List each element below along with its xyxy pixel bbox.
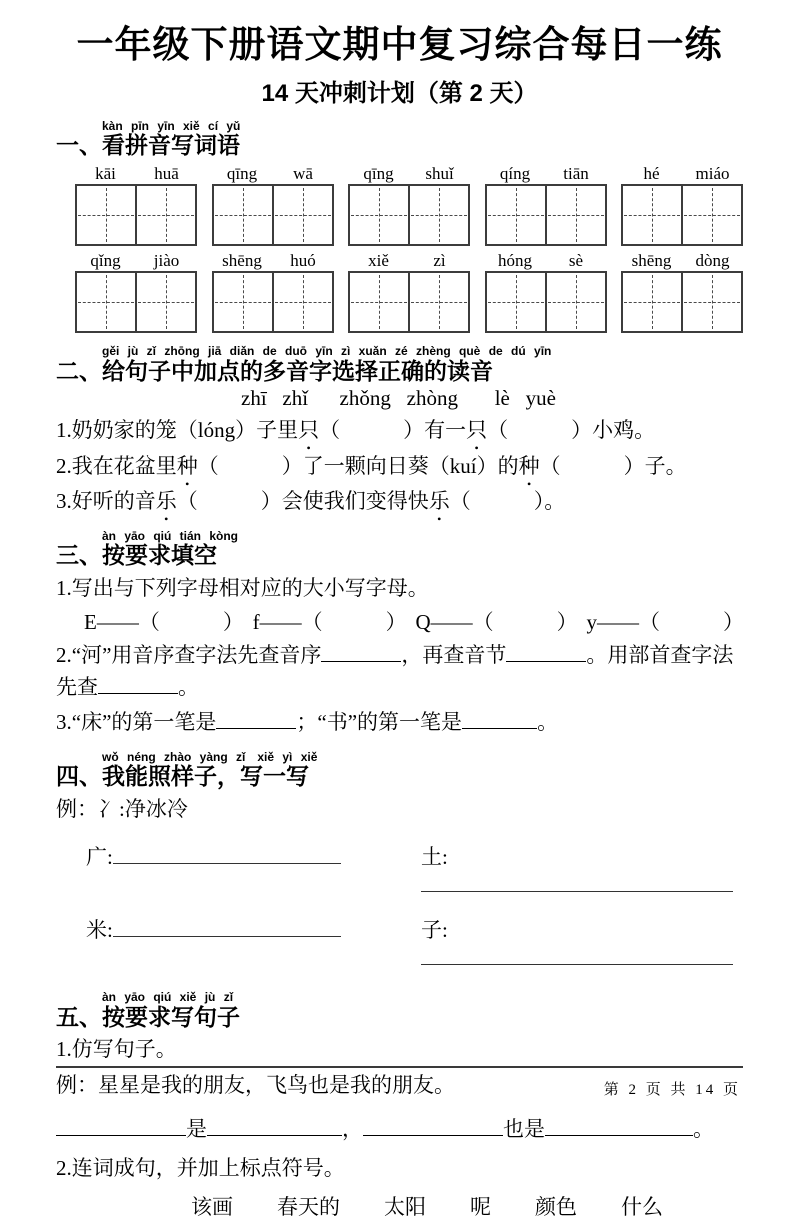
section-5: [56, 991, 743, 1030]
writing-grid-box: [348, 271, 470, 333]
fill-blank: [56, 1114, 186, 1136]
letter-pair: Q——（ ）: [415, 610, 578, 635]
section-1: [56, 120, 743, 159]
scrambled-word: 太阳: [384, 1194, 426, 1219]
radical-item: [86, 841, 421, 898]
word-group: [485, 163, 607, 246]
fill-blank: [321, 640, 401, 662]
sentence-text: 。: [178, 674, 199, 699]
pinyin-syllable: qīng: [226, 163, 258, 183]
question-dictionary: [56, 640, 743, 703]
section-3: [56, 530, 743, 569]
word-group: [212, 163, 334, 246]
pinyin-syllable: dòng: [695, 250, 730, 270]
pinyin-syllable: hé: [643, 163, 660, 183]
letter-pairs-row: [84, 606, 744, 636]
grid-cell: [681, 186, 741, 244]
section-1-pinyin: kàn pīn yīn xiě cí yǔ: [102, 118, 241, 133]
sentence-text: 。: [537, 710, 559, 735]
page-number: 第 2 页 共 14 页: [603, 1082, 741, 1098]
pinyin-syllable: huā: [154, 163, 179, 183]
pinyin-syllable: qīng: [363, 163, 394, 183]
pinyin-syllable: qíng: [499, 163, 531, 183]
word-group: [348, 163, 470, 246]
pinyin-syllable: jiào: [153, 250, 180, 270]
radical-row-2: [86, 914, 743, 971]
pinyin-syllable: kāi: [95, 163, 116, 183]
section-5-heading: 五、按要求写句子: [56, 1003, 240, 1030]
pronunciation-choices: zhī zhǐ zhǒng zhòng lè yuè: [241, 386, 556, 411]
letter-pair: E——（ ）: [84, 610, 244, 635]
section-2-heading: 二、给句子中加点的多音字选择正确的读音: [56, 357, 493, 384]
radical-item: [421, 914, 743, 971]
pinyin-syllable: shuǐ: [425, 163, 454, 183]
writing-grid-box: [75, 184, 197, 246]
question-sentence-2: [56, 451, 743, 483]
writing-grid-box: [621, 271, 743, 333]
radical-row-1: [86, 841, 743, 898]
sentence-text: 。用部首查字法先查: [56, 643, 734, 699]
sentence-text: ，再查音节: [401, 643, 507, 668]
grid-cell: [350, 273, 408, 331]
grid-cell: [350, 186, 408, 244]
answer-line: [421, 944, 733, 965]
section-2-pinyin: gěi jù zǐ zhōng jiā diǎn de duō yīn zì xuǎn zé zhèng què de dú yīn: [102, 344, 552, 359]
pinyin-syllable: shēng: [222, 250, 262, 270]
question-first-stroke: [56, 707, 743, 739]
sentence-text: 3.“床”的第一笔是: [56, 710, 217, 735]
radical-label: 米:: [86, 918, 113, 943]
letter-pair: y——（ ）: [586, 610, 744, 635]
section-4: [56, 751, 743, 790]
grid-cell: [408, 273, 468, 331]
sentence-text: 3.好听的音: [56, 489, 156, 514]
answer-line: [421, 871, 733, 892]
fill-blank: [462, 707, 537, 729]
question-sentence-1: [56, 415, 743, 447]
grid-cell: [272, 273, 332, 331]
page-title: 一年级下册语文期中复习综合每日一练: [76, 24, 723, 65]
grid-cell: [77, 186, 135, 244]
scrambled-word: 春天的: [277, 1194, 340, 1219]
fill-blank: [545, 1114, 693, 1136]
word-group: [485, 250, 607, 333]
word-group: [621, 163, 743, 246]
pinyin-syllable: shēng: [631, 250, 672, 270]
writing-grid-box: [621, 184, 743, 246]
section-3-pinyin: àn yāo qiú tián kòng: [102, 528, 239, 543]
section-4-heading: 四、我能照样子，写一写: [56, 763, 309, 790]
dotted-character: 乐: [155, 489, 177, 514]
fill-blank: [207, 1114, 342, 1136]
grid-cell: [545, 186, 605, 244]
writing-grid-box: [485, 271, 607, 333]
radical-label: 子:: [421, 918, 448, 943]
answer-line: [113, 916, 341, 937]
fill-blank: [506, 640, 586, 662]
writing-grid-box: [75, 271, 197, 333]
grid-cell: [545, 273, 605, 331]
scrambled-word: 颜色: [535, 1194, 577, 1219]
writing-grid-box: [485, 184, 607, 246]
fill-blank: [216, 707, 296, 729]
grid-cell: [681, 273, 741, 331]
grid-cell: [135, 186, 195, 244]
sentence-text: 是: [186, 1117, 207, 1142]
sentence-text: （ ）。: [449, 489, 566, 514]
word-group: [348, 250, 470, 333]
radical-item: [421, 841, 743, 898]
pinyin-syllable: xiě: [368, 250, 389, 270]
grid-cell: [135, 273, 195, 331]
imitate-sentence-prompt: 1.仿写句子。: [56, 1037, 177, 1062]
sentence-text: （ ）了一颗向日葵（kuí）的: [197, 453, 519, 478]
grid-cell: [487, 186, 545, 244]
radical-label: 土:: [421, 845, 448, 870]
sentence-text: 2.我在花盆里: [56, 453, 177, 478]
grid-cell: [623, 186, 681, 244]
sentence-text: ；“书”的第一笔是: [296, 710, 463, 735]
grid-cell: [214, 273, 272, 331]
sentence-text: ，: [342, 1117, 363, 1142]
grid-cell: [623, 273, 681, 331]
imitate-sentence-example: 例：星星是我的朋友，飞鸟也是我的朋友。: [56, 1072, 455, 1097]
sentence-text: 。: [693, 1117, 714, 1142]
sentence-text: （ ）子。: [539, 453, 687, 478]
pinyin-syllable: tiān: [563, 163, 589, 183]
scrambled-word: 呢: [470, 1194, 491, 1219]
dotted-character: 种: [518, 453, 540, 478]
word-group: [621, 250, 743, 333]
sentence-text: （ ）小鸡。: [487, 418, 656, 443]
section-1-heading: 一、看拼音写词语: [56, 132, 240, 159]
word-group: [75, 163, 197, 246]
footer-divider: [56, 1066, 743, 1068]
dotted-character: 只: [298, 418, 320, 443]
scrambled-word: 什么: [621, 1194, 663, 1219]
dotted-character: 种: [176, 453, 198, 478]
grid-cell: [214, 186, 272, 244]
grid-cell: [272, 186, 332, 244]
sentence-text: 2.“河”用音序查字法先查音序: [56, 643, 322, 668]
writing-grid-box: [212, 184, 334, 246]
pinyin-syllable: zì: [433, 250, 446, 270]
scrambled-word: 该画: [191, 1194, 233, 1219]
writing-grid-box: [348, 184, 470, 246]
letter-pair: f——（ ）: [252, 610, 407, 635]
radical-item: [86, 914, 421, 971]
grid-cell: [77, 273, 135, 331]
word-group: [212, 250, 334, 333]
sentence-text: 也是: [503, 1117, 545, 1142]
answer-line: [113, 843, 341, 864]
pinyin-syllable: qǐng: [90, 250, 121, 270]
question-sentence-3: [56, 486, 743, 518]
pinyin-syllable: hóng: [498, 250, 532, 270]
scrambled-words-row: [191, 1191, 743, 1221]
word-order-prompt: 2.连词成句，并加上标点符号。: [56, 1156, 345, 1181]
section-3-heading: 三、按要求填空: [56, 542, 217, 569]
pinyin-syllable: wā: [293, 163, 313, 183]
fill-blank: [98, 672, 178, 694]
dotted-character: 乐: [428, 489, 450, 514]
pinyin-box-row-2: [75, 250, 743, 333]
sentence-text: （ ）有一: [319, 418, 467, 443]
pinyin-syllable: sè: [568, 250, 584, 270]
sentence-text: （ ）会使我们变得快: [176, 489, 429, 514]
radical-label: 广:: [86, 845, 113, 870]
page-subtitle: 14 天冲刺计划（第 2 天）: [261, 79, 538, 107]
section-2: [56, 345, 743, 384]
pinyin-syllable: miáo: [695, 163, 730, 183]
section-4-pinyin: wǒ néng zhào yàng zǐ xiě yì xiě: [102, 749, 318, 764]
sentence-text: 1.奶奶家的笼（lóng）子里: [56, 418, 299, 443]
word-group: [75, 250, 197, 333]
fill-blank: [363, 1114, 503, 1136]
pinyin-syllable: huó: [290, 250, 316, 270]
grid-cell: [487, 273, 545, 331]
section-5-pinyin: àn yāo qiú xiě jù zǐ: [102, 990, 234, 1005]
pinyin-box-row-1: [75, 163, 743, 246]
grid-cell: [408, 186, 468, 244]
question-letters-prompt: 1.写出与下列字母相对应的大小写字母。: [56, 575, 429, 600]
radical-example: 例：冫:净冰冷: [56, 796, 188, 821]
dotted-character: 只: [466, 418, 488, 443]
writing-grid-box: [212, 271, 334, 333]
fill-sentence-line: [56, 1113, 743, 1143]
